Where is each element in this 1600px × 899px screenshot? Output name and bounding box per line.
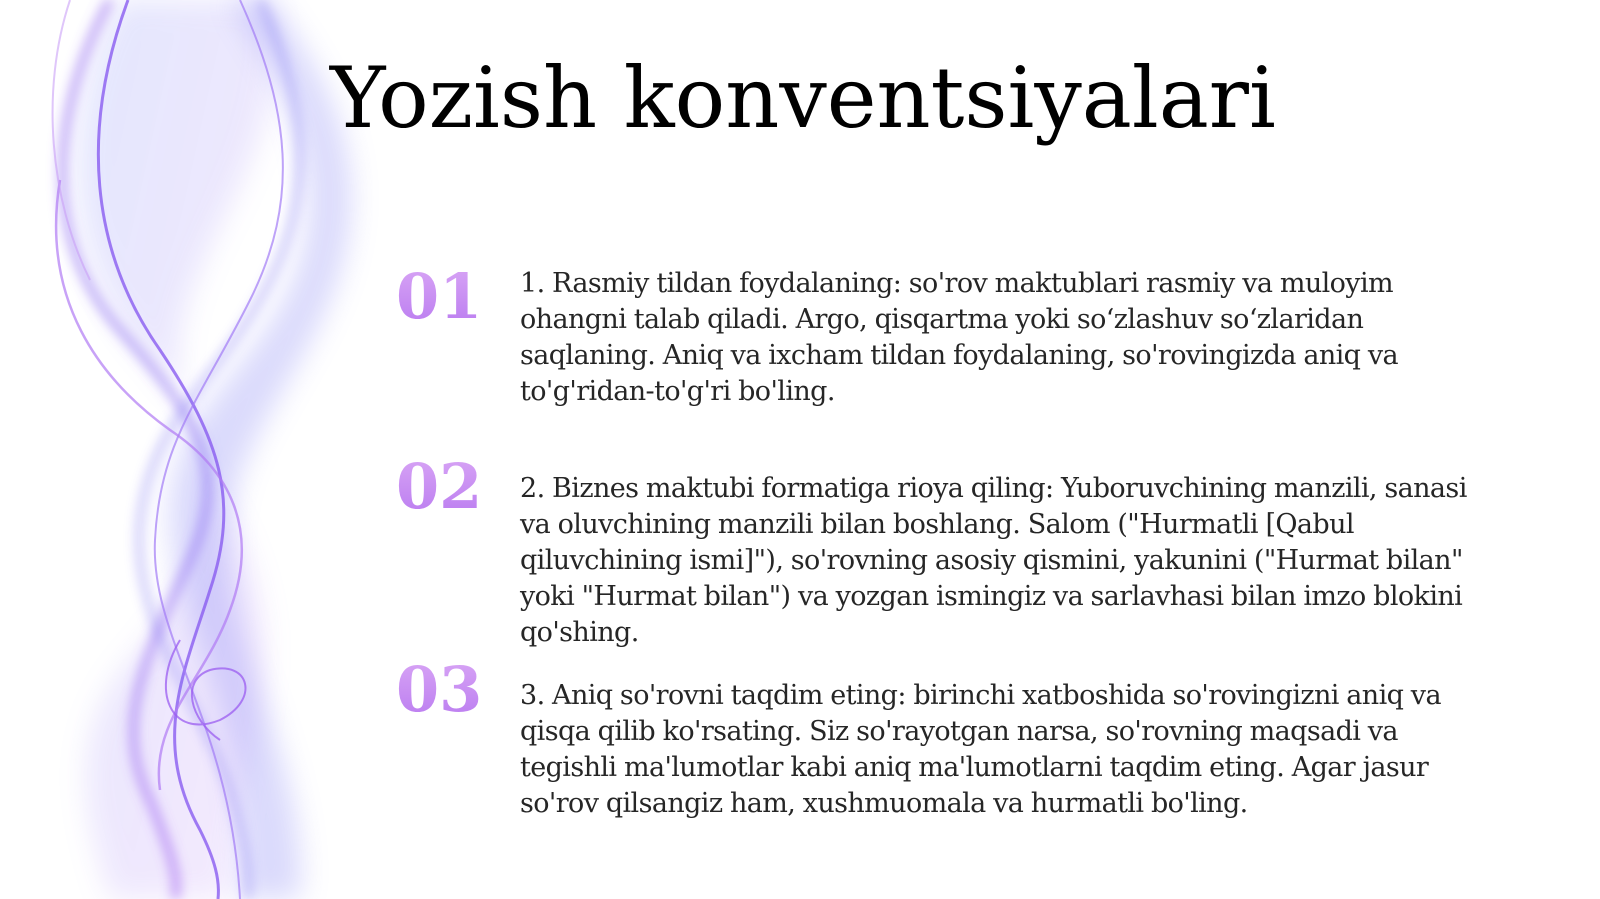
item-number-03: 03 bbox=[396, 653, 483, 726]
slide-title: Yozish konventsiyalari bbox=[330, 49, 1276, 147]
item-text-03: 3. Aniq so'rovni taqdim eting: birinchi xatboshida so'rovingizni aniq va qisqa qilib ko'rsating. Siz so'rayotgan narsa, so'rovning maqsadi va tegishli ma'lumotlar kabi aniq ma'lumotlarni taqdim eting. Agar jasur so'rov qilsangiz ham, xushmuomala va hurmatli bo'ling. bbox=[520, 680, 1441, 819]
item-text-01: 1. Rasmiy tildan foydalaning: so'rov maktublari rasmiy va muloyim ohangni talab qiladi. Argo, qisqartma yoki so‘zlashuv so‘zlaridan saqlaning. Aniq va ixcham tildan foydalaning, so'rovingizda aniq va to'g'ridan-to'g'ri bo'ling. bbox=[520, 268, 1398, 407]
item-number-02: 02 bbox=[396, 450, 483, 523]
item-number-01: 01 bbox=[396, 260, 483, 333]
item-text-02: 2. Biznes maktubi formatiga rioya qiling: Yuboruvchining manzili, sanasi va oluvchining manzili bilan boshlang. Salom ("Hurmatli [Qabul qiluvchining ismi]"), so'rovning asosiy qismini, yakunini ("Hurmat bilan" yoki "Hurmat bilan") va yozgan ismingiz va sarlavhasi bilan imzo blokini qo'shing. bbox=[520, 473, 1467, 648]
